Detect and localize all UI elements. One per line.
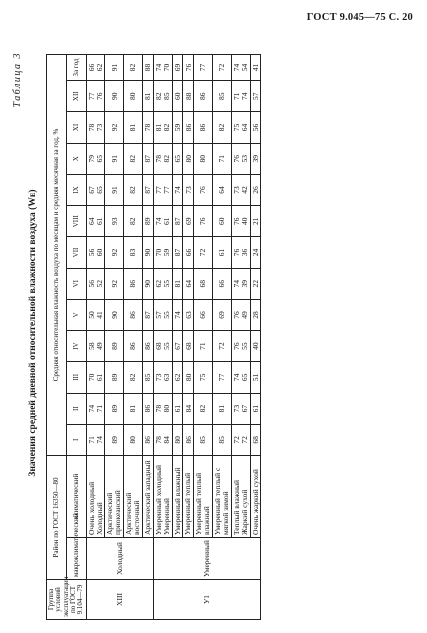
- value-cell: 78 73: [86, 112, 105, 143]
- value-cell: 92: [105, 268, 124, 299]
- value-cell: 87: [142, 143, 153, 174]
- value-cell: 71: [213, 143, 232, 174]
- value-cell: 68: [183, 331, 194, 362]
- value-cell: 61: [213, 237, 232, 268]
- value-cell: 81: [124, 112, 143, 143]
- value-cell: 85: [142, 362, 153, 393]
- value-cell: 79 65: [86, 143, 105, 174]
- value-cell: 66: [213, 268, 232, 299]
- climatic-cell: Арктический восточный: [124, 455, 143, 537]
- value-cell: 68: [250, 424, 261, 455]
- macroclimatic-cell: Холодный: [86, 538, 153, 580]
- value-cell: 66: [183, 237, 194, 268]
- value-cell: 90: [105, 81, 124, 112]
- value-cell: 80: [183, 143, 194, 174]
- value-cell: 74 65: [231, 362, 250, 393]
- year-value-cell: 76: [183, 55, 194, 81]
- value-cell: 76 53: [231, 143, 250, 174]
- value-cell: 82: [124, 143, 143, 174]
- macroclimatic-cell: Умеренный: [153, 538, 261, 580]
- value-cell: 88: [183, 81, 194, 112]
- col-header-month: IX: [66, 174, 86, 205]
- value-cell: 78 84: [153, 424, 172, 455]
- value-cell: 62: [172, 362, 183, 393]
- value-cell: 81: [213, 393, 232, 424]
- value-cell: 92: [105, 112, 124, 143]
- value-cell: 61: [250, 393, 261, 424]
- value-cell: 56 60: [86, 237, 105, 268]
- col-header-month: V: [66, 299, 86, 330]
- value-cell: 86: [194, 112, 213, 143]
- value-cell: 89: [105, 393, 124, 424]
- value-cell: 67: [172, 331, 183, 362]
- page-header: ГОСТ 9.045—75 С. 20: [306, 12, 413, 23]
- table-row: [86, 55, 105, 620]
- value-cell: 76 55: [231, 331, 250, 362]
- value-cell: 56 52: [86, 268, 105, 299]
- value-cell: 77: [213, 362, 232, 393]
- value-cell: 71: [194, 331, 213, 362]
- col-header-month: VIII: [66, 206, 86, 237]
- value-cell: 78 80: [153, 393, 172, 424]
- col-header-year: За год: [66, 55, 86, 81]
- col-header-macroclimatic: макроклиматический: [66, 538, 86, 580]
- col-header-region: Район по ГОСТ 16350—80: [47, 455, 67, 579]
- value-cell: 63: [183, 299, 194, 330]
- value-cell: 74 61: [153, 206, 172, 237]
- value-cell: 68 55: [153, 331, 172, 362]
- value-cell: 64 61: [86, 206, 105, 237]
- value-cell: 75 64: [231, 112, 250, 143]
- value-cell: 80: [194, 143, 213, 174]
- value-cell: 39: [250, 143, 261, 174]
- col-header-climatic: климатический: [66, 455, 86, 537]
- climatic-cell: Арктический приокеанский: [105, 455, 124, 537]
- value-cell: 85: [213, 424, 232, 455]
- value-cell: 80: [172, 424, 183, 455]
- value-cell: 74 39: [231, 268, 250, 299]
- value-cell: 72: [213, 331, 232, 362]
- value-cell: 51: [250, 362, 261, 393]
- value-cell: 21: [250, 206, 261, 237]
- col-header-group: Группа условий эксплуатации по ГОСТ 9.104—79: [47, 580, 87, 620]
- table-row: [105, 55, 124, 620]
- value-cell: 72: [194, 237, 213, 268]
- table-label: Таблица 3: [12, 52, 23, 108]
- value-cell: 81: [172, 268, 183, 299]
- climatic-cell: Очень холодный Холодный: [86, 455, 105, 537]
- climatic-cell: Умеренный влажный: [172, 455, 183, 537]
- value-cell: 57: [250, 81, 261, 112]
- value-cell: 24: [250, 237, 261, 268]
- value-cell: 81: [142, 81, 153, 112]
- value-cell: 93: [105, 206, 124, 237]
- value-cell: 76 40: [231, 206, 250, 237]
- value-cell: 80: [124, 81, 143, 112]
- value-cell: 58 49: [86, 331, 105, 362]
- value-cell: 73 42: [231, 174, 250, 205]
- value-cell: 70 61: [86, 362, 105, 393]
- col-header-month: VII: [66, 237, 86, 268]
- value-cell: 73: [183, 174, 194, 205]
- value-cell: 74: [172, 174, 183, 205]
- value-cell: 71 74: [86, 424, 105, 455]
- col-header-month: IV: [66, 331, 86, 362]
- year-value-cell: 72: [213, 55, 232, 81]
- value-cell: 61: [172, 393, 183, 424]
- value-cell: 91: [105, 174, 124, 205]
- value-cell: 67 65: [86, 174, 105, 205]
- value-cell: 81: [124, 393, 143, 424]
- value-cell: 40: [250, 331, 261, 362]
- table-row: [124, 55, 143, 620]
- value-cell: 72 72: [231, 424, 250, 455]
- value-cell: 83: [124, 237, 143, 268]
- climatic-cell: Арктический западный: [142, 455, 153, 537]
- value-cell: 69: [213, 299, 232, 330]
- value-cell: 73 67: [231, 393, 250, 424]
- table-row: [172, 55, 183, 620]
- climatic-cell: Очень жаркий сухой: [250, 455, 261, 537]
- col-header-month: XI: [66, 112, 86, 143]
- value-cell: 28: [250, 299, 261, 330]
- value-cell: 64: [183, 268, 194, 299]
- value-cell: 74: [172, 299, 183, 330]
- value-cell: 86: [194, 81, 213, 112]
- value-cell: 78: [142, 112, 153, 143]
- value-cell: 75: [194, 362, 213, 393]
- value-cell: 22: [250, 268, 261, 299]
- climatic-cell: Умеренный теплый: [183, 455, 194, 537]
- value-cell: 90: [142, 237, 153, 268]
- year-value-cell: 91: [105, 55, 124, 81]
- climatic-cell: Умеренный теплый влажный: [194, 455, 213, 537]
- table-row: [153, 55, 172, 620]
- climatic-cell: Теплый влажный Жаркий сухой: [231, 455, 250, 537]
- value-cell: 86: [183, 112, 194, 143]
- value-cell: 82: [124, 174, 143, 205]
- value-cell: 77 76: [86, 81, 105, 112]
- value-cell: 78 82: [153, 143, 172, 174]
- year-value-cell: 77: [194, 55, 213, 81]
- value-cell: 91: [105, 143, 124, 174]
- value-cell: 85: [194, 424, 213, 455]
- year-value-cell: 82: [124, 55, 143, 81]
- table-row: [183, 55, 194, 620]
- table-row: [142, 55, 153, 620]
- value-cell: 86: [124, 299, 143, 330]
- value-cell: 89: [105, 331, 124, 362]
- col-header-month: II: [66, 393, 86, 424]
- group-cell: XIII: [86, 580, 153, 620]
- value-cell: 57 55: [153, 299, 172, 330]
- value-cell: 80: [124, 424, 143, 455]
- value-cell: 76: [194, 206, 213, 237]
- value-cell: 68: [194, 268, 213, 299]
- value-cell: 87: [142, 174, 153, 205]
- value-cell: 90: [105, 299, 124, 330]
- value-cell: 71 74: [231, 81, 250, 112]
- rotated-table-area: [8, 38, 400, 628]
- value-cell: 87: [172, 237, 183, 268]
- value-cell: 82: [213, 112, 232, 143]
- table-row: [231, 55, 250, 620]
- value-cell: 82 85: [153, 81, 172, 112]
- value-cell: 85: [213, 81, 232, 112]
- value-cell: 86: [124, 268, 143, 299]
- value-cell: 66: [194, 299, 213, 330]
- year-value-cell: 69: [172, 55, 183, 81]
- year-value-cell: 66 62: [86, 55, 105, 81]
- value-cell: 86: [142, 424, 153, 455]
- group-cell: У1: [153, 580, 261, 620]
- value-cell: 76 49: [231, 299, 250, 330]
- value-cell: 84: [183, 393, 194, 424]
- value-cell: 81 82: [153, 112, 172, 143]
- col-header-month: III: [66, 362, 86, 393]
- value-cell: 64: [213, 174, 232, 205]
- value-cell: 89: [105, 362, 124, 393]
- table-row: [213, 55, 232, 620]
- value-cell: 76 36: [231, 237, 250, 268]
- value-cell: 60: [172, 81, 183, 112]
- table-row: [194, 55, 213, 620]
- col-header-month: X: [66, 143, 86, 174]
- value-cell: 74 71: [86, 393, 105, 424]
- col-header-month: I: [66, 424, 86, 455]
- value-cell: 82: [124, 206, 143, 237]
- value-cell: 89: [105, 424, 124, 455]
- col-header-values: Средняя относительная влажность воздуха по месяцам и средняя месячная за год, %: [47, 55, 67, 456]
- value-cell: 82: [124, 362, 143, 393]
- value-cell: 89: [142, 206, 153, 237]
- value-cell: 80: [183, 362, 194, 393]
- value-cell: 50 41: [86, 299, 105, 330]
- table-title: Значения средней дневной относительной влажности воздуха (Wᴇ): [28, 189, 38, 477]
- col-header-month: XII: [66, 81, 86, 112]
- value-cell: 86: [124, 331, 143, 362]
- value-cell: 86: [142, 393, 153, 424]
- climatic-cell: Умеренный холодный Умеренный: [153, 455, 172, 537]
- value-cell: 56: [250, 112, 261, 143]
- value-cell: 90: [142, 268, 153, 299]
- climatic-cell: Умеренный теплый с мягкой зимой: [213, 455, 232, 537]
- value-cell: 87: [142, 299, 153, 330]
- value-cell: 59: [172, 112, 183, 143]
- value-cell: 62 55: [153, 268, 172, 299]
- year-value-cell: 41: [250, 55, 261, 81]
- year-value-cell: 74 54: [231, 55, 250, 81]
- value-cell: 70 59: [153, 237, 172, 268]
- year-value-cell: 74 70: [153, 55, 172, 81]
- value-cell: 73 63: [153, 362, 172, 393]
- table-row: [250, 55, 261, 620]
- value-cell: 69: [183, 206, 194, 237]
- value-cell: 76: [194, 174, 213, 205]
- value-cell: 86: [183, 424, 194, 455]
- humidity-table: [46, 54, 261, 620]
- value-cell: 92: [105, 237, 124, 268]
- value-cell: 26: [250, 174, 261, 205]
- value-cell: 60: [213, 206, 232, 237]
- col-header-month: VI: [66, 268, 86, 299]
- value-cell: 65: [172, 143, 183, 174]
- value-cell: 86: [142, 331, 153, 362]
- value-cell: 87: [172, 206, 183, 237]
- value-cell: 82: [194, 393, 213, 424]
- value-cell: 77 77: [153, 174, 172, 205]
- year-value-cell: 88: [142, 55, 153, 81]
